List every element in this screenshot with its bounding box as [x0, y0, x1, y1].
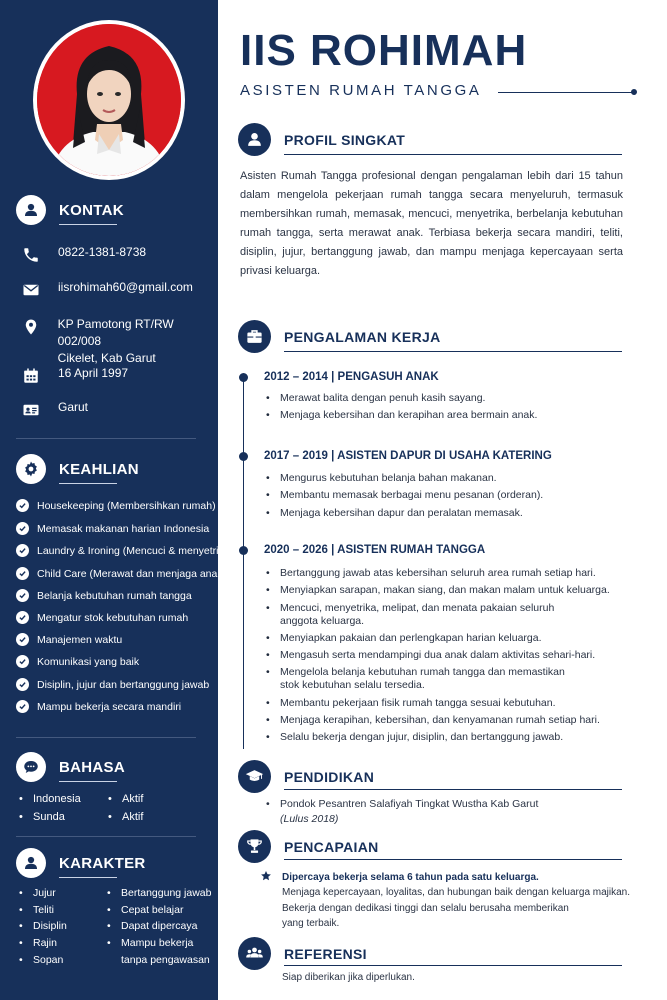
full-name: IIS ROHIMAH: [240, 26, 528, 75]
character-trait: • Cepat belajar: [121, 904, 183, 916]
profile-photo: [37, 24, 181, 176]
skills-title: KEAHLIAN: [59, 460, 139, 478]
achievement-line: Menjaga kepercayaan, loyalitas, dan hubungan baik dengan keluarga majikan.: [282, 887, 631, 898]
job-duty: • Selalu bekerja dengan jujur, disiplin, dan bertanggung jawab.: [280, 731, 620, 744]
check-circle-icon: [16, 567, 29, 580]
contact-birthplace-text: Garut: [58, 400, 89, 414]
people-icon: [238, 937, 271, 970]
character-trait: • Mampu bekerja: [121, 937, 193, 949]
contact-birthdate: [20, 365, 128, 387]
language-level: • Aktif: [122, 793, 143, 805]
job-duty: • Menyiapkan sarapan, makan siang, dan makan malam untuk keluarga.: [280, 584, 620, 597]
skill-item: Mengatur stok kebutuhan rumah: [16, 611, 188, 624]
job-duty: • Bertanggung jawab atas kebersihan seluruh area rumah setiap hari.: [280, 567, 620, 580]
character-section-header: [16, 848, 146, 878]
skill-item: Mampu bekerja secara mandiri: [16, 700, 181, 713]
job-duty: • Membantu memasak berbagai menu pesanan (orderan).: [280, 489, 620, 502]
character-trait: • Disiplin: [33, 920, 67, 932]
check-circle-icon: [16, 633, 29, 646]
check-circle-icon: [16, 678, 29, 691]
achievement-headline: Dipercaya bekerja selama 6 tahun pada satu keluarga.: [282, 872, 539, 883]
calendar-icon: [20, 365, 42, 387]
skill-item: Disiplin, jujur dan bertanggung jawab: [16, 678, 209, 691]
sidebar-divider: [16, 737, 196, 738]
job-duty: • Mengelola belanja kebutuhan rumah tangga dan memastikan stok kebutuhan selalu tersedia.: [280, 666, 580, 692]
check-circle-icon: [16, 655, 29, 668]
contact-title: KONTAK: [59, 201, 124, 219]
job-duty: • Menjaga kebersihan dapur dan peralatan memasak.: [280, 507, 620, 520]
job-heading: 2017 – 2019 | ASISTEN DAPUR DI USAHA KATERING: [264, 450, 552, 462]
skill-item: Child Care (Merawat dan menjaga anak): [16, 567, 226, 580]
job-duty: • Mengasuh serta mendampingi dua anak dalam aktivitas sehari-hari.: [280, 649, 620, 662]
portrait-illustration: [37, 24, 181, 176]
timeline-dot: [239, 452, 248, 461]
section-rule: [284, 859, 622, 860]
experience-title: PENGALAMAN KERJA: [284, 328, 441, 345]
reference-text: Siap diberikan jika diperlukan.: [282, 972, 415, 983]
job-duties: [280, 472, 620, 524]
contact-birthplace: [20, 399, 88, 421]
languages-section-header: [16, 752, 125, 782]
profile-summary: Asisten Rumah Tangga profesional dengan pengalaman lebih dari 15 tahun dalam mengelola pekerjaan rumah tangga secara menyeluruh, termasuk membersihkan rumah, memasak, mencuci, menyetrika, berbelanja kebutuhan rumah tangga, serta merawat anak. Terbiasa bekerja secara mandiri, teliti, disiplin, jujur, bertanggung jawab, dan mampu menjaga kepercayaan serta privasi keluarga.: [240, 170, 623, 277]
skills-section-header: [16, 454, 139, 484]
skill-item: Manajemen waktu: [16, 633, 122, 646]
reference-title: REFERENSI: [284, 945, 367, 962]
id-card-icon: [20, 399, 42, 421]
contact-address: [20, 316, 218, 367]
trophy-icon: [238, 830, 271, 863]
gear-icon: [16, 454, 46, 484]
job-duty: • Mengurus kebutuhan belanja bahan makanan.: [280, 472, 620, 485]
job-duty: • Membantu pekerjaan fisik rumah tangga sesuai kebutuhan.: [280, 697, 620, 710]
chat-icon: [16, 752, 46, 782]
timeline-dot: [239, 373, 248, 382]
job-duty: • Mencuci, menyetrika, melipat, dan menata pakaian seluruh anggota keluarga.: [280, 602, 570, 628]
role-decor-line: [498, 92, 633, 93]
skill-item: Komunikasi yang baik: [16, 655, 139, 668]
job-heading: 2012 – 2014 | PENGASUH ANAK: [264, 371, 439, 383]
character-trait: • Sopan: [33, 954, 63, 966]
education-title: PENDIDIKAN: [284, 768, 375, 785]
check-circle-icon: [16, 544, 29, 557]
skill-item: Laundry & Ironing (Mencuci & menyetrika): [16, 544, 233, 557]
skill-item: Belanja kebutuhan rumah tangga: [16, 589, 192, 602]
contact-phone: [20, 244, 146, 266]
user-icon: [16, 848, 46, 878]
language-level: • Aktif: [122, 811, 143, 823]
achievement-line: yang terbaik.: [282, 918, 340, 929]
contact-section-header: [16, 195, 124, 225]
profile-section-header: [238, 123, 405, 156]
phone-icon: [20, 244, 42, 266]
experience-section-header: [238, 320, 440, 353]
sidebar-divider: [16, 438, 196, 439]
character-trait: • Dapat dipercaya: [121, 920, 197, 932]
star-icon: [260, 870, 272, 882]
character-trait: • Teliti: [33, 904, 54, 916]
job-duty: • Menjaga kerapihan, kebersihan, dan kenyamanan rumah setiap hari.: [280, 714, 620, 727]
character-title: KARAKTER: [59, 854, 146, 872]
briefcase-icon: [238, 320, 271, 353]
sidebar-divider: [16, 836, 196, 837]
character-trait-continued: tanpa pengawasan: [121, 954, 210, 966]
job-heading: 2020 – 2026 | ASISTEN RUMAH TANGGA: [264, 544, 486, 556]
check-circle-icon: [16, 589, 29, 602]
job-duty: • Menjaga kebersihan dan kerapihan area bermain anak.: [280, 409, 620, 422]
contact-email: [20, 279, 193, 301]
section-rule: [284, 789, 622, 790]
user-icon: [238, 123, 271, 156]
section-rule: [284, 965, 622, 966]
character-trait: • Jujur: [33, 887, 56, 899]
user-icon: [16, 195, 46, 225]
check-circle-icon: [16, 700, 29, 713]
timeline-dot: [239, 546, 248, 555]
contact-email-text: iisrohimah60@gmail.com: [58, 280, 193, 294]
section-rule: [284, 351, 622, 352]
achievement-line: Bekerja dengan dedikasi tinggi dan selalu berusaha memberikan: [282, 903, 569, 914]
character-trait: • Bertanggung jawab: [121, 887, 212, 899]
check-circle-icon: [16, 499, 29, 512]
section-rule: [284, 154, 622, 155]
education-note: (Lulus 2018): [280, 813, 339, 825]
language-name: • Indonesia: [33, 793, 81, 805]
contact-birthdate-text: 16 April 1997: [58, 366, 129, 380]
languages-title: BAHASA: [59, 758, 125, 776]
mail-icon: [20, 279, 42, 301]
contact-phone-text: 0822-1381-8738: [58, 245, 147, 259]
job-duties: [280, 567, 620, 749]
timeline-line: [243, 377, 244, 749]
job-role: ASISTEN RUMAH TANGGA: [240, 82, 482, 99]
check-circle-icon: [16, 522, 29, 535]
achievement-title: PENCAPAIAN: [284, 838, 379, 855]
job-duties: [280, 392, 620, 427]
address-line-2: Cikelet, Kab Garut: [57, 351, 156, 365]
contact-address-text: [58, 316, 218, 367]
character-trait: • Rajin: [33, 937, 57, 949]
check-circle-icon: [16, 611, 29, 624]
skill-item: Housekeeping (Membersihkan rumah): [16, 499, 216, 512]
role-decor-dot: [631, 89, 637, 95]
graduation-cap-icon: [238, 760, 271, 793]
sidebar: [0, 0, 234, 1000]
job-duty: • Merawat balita dengan penuh kasih sayang.: [280, 392, 620, 405]
address-line-1: KP Pamotong RT/RW 002/008: [57, 317, 174, 348]
profile-photo-frame: [33, 20, 185, 180]
language-name: • Sunda: [33, 811, 65, 823]
location-icon: [20, 316, 42, 338]
job-duty: • Menyiapkan pakaian dan perlengkapan harian keluarga.: [280, 632, 620, 645]
profile-title: PROFIL SINGKAT: [284, 131, 406, 148]
skill-item: Memasak makanan harian Indonesia: [16, 522, 209, 535]
education-school: • Pondok Pesantren Salafiyah Tingkat Wustha Kab Garut: [280, 798, 538, 810]
